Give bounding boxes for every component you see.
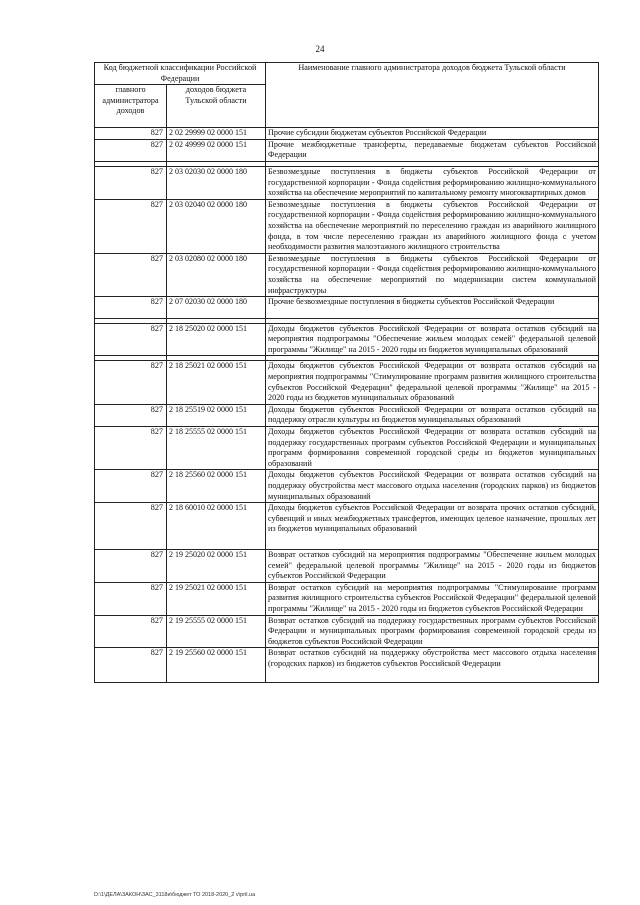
cell-name: Возврат остатков субсидий на мероприятия подпрограммы "Стимулирование программ развития жилищного строительства субъектов Российской Федерации" федеральной целевой программы "Жилище" на 2015 - 2020 годы из бюджетов субъектов Российской Федерации (266, 582, 599, 615)
cell-admin: 827 (95, 404, 167, 426)
table-row (95, 427, 599, 470)
table-row (95, 470, 599, 503)
cell-name: Безвозмездные поступления в бюджеты субъектов Российской Федерации от государственной корпорации - Фонда содействия реформированию жилищно-коммунального хозяйства на обеспечение мероприятий по переселению граждан из аварийного жилищного фонда, в том числе переселению граждан из аварийного жилищного фонда с учетом необходимости развития малоэтажного жилищного строительства (266, 199, 599, 253)
table-row (95, 166, 599, 199)
cell-code: 2 18 25555 02 0000 151 (167, 427, 266, 470)
cell-admin: 827 (95, 253, 167, 296)
table-row (95, 128, 599, 140)
cell-admin: 827 (95, 427, 167, 470)
table-row (95, 648, 599, 682)
cell-name: Возврат остатков субсидий на поддержку государственных программ субъектов Российской Федерации и муниципальных программ формирования современной городской среды из бюджетов субъектов Российской Федерации (266, 615, 599, 648)
cell-admin: 827 (95, 199, 167, 253)
cell-name: Доходы бюджетов субъектов Российской Федерации от возврата остатков субсидий на поддержку обустройства мест массового отдыха населения (городских парков) из бюджетов муниципальных образований (266, 470, 599, 503)
cell-code: 2 02 49999 02 0000 151 (167, 139, 266, 161)
cell-name: Прочие безвозмездные поступления в бюджеты субъектов Российской Федерации (266, 297, 599, 319)
revenue-classification-table (94, 62, 599, 683)
cell-name: Прочие субсидии бюджетам субъектов Российской Федерации (266, 128, 599, 140)
table-row (95, 199, 599, 253)
table-row (95, 323, 599, 356)
cell-code: 2 19 25020 02 0000 151 (167, 549, 266, 582)
cell-admin: 827 (95, 648, 167, 682)
cell-code: 2 02 29999 02 0000 151 (167, 128, 266, 140)
header-income-col: доходов бюджета Тульской области (167, 85, 266, 128)
cell-code: 2 03 02040 02 0000 180 (167, 199, 266, 253)
cell-admin: 827 (95, 615, 167, 648)
cell-admin: 827 (95, 470, 167, 503)
cell-code: 2 19 25021 02 0000 151 (167, 582, 266, 615)
cell-code: 2 07 02030 02 0000 180 (167, 297, 266, 319)
cell-name: Доходы бюджетов субъектов Российской Федерации от возврата остатков субсидий на поддержку государственных программ субъектов Российской Федерации и муниципальных программ формирования современной городской среды из бюджетов муниципальных образований (266, 427, 599, 470)
table-row (95, 549, 599, 582)
table-row (95, 615, 599, 648)
cell-code: 2 03 02030 02 0000 180 (167, 166, 266, 199)
cell-name: Безвозмездные поступления в бюджеты субъектов Российской Федерации от государственной корпорации - Фонда содействия реформированию жилищно-коммунального хозяйства на обеспечение мероприятий по капитальному ремонту многоквартирных домов (266, 166, 599, 199)
cell-name: Доходы бюджетов субъектов Российской Федерации от возврата прочих остатков субсидий, субвенций и иных межбюджетных трансфертов, имеющих целевое назначение, прошлых лет из бюджетов муниципальных образований (266, 503, 599, 550)
table-row (95, 503, 599, 550)
cell-code: 2 18 60010 02 0000 151 (167, 503, 266, 550)
table-row (95, 297, 599, 319)
table-header-row (95, 63, 599, 85)
cell-name: Безвозмездные поступления в бюджеты субъектов Российской Федерации от государственной корпорации - Фонда содействия реформированию жилищно-коммунального хозяйства на обеспечение мероприятий по модернизации систем коммунальной инфраструктуры (266, 253, 599, 296)
table-row (95, 253, 599, 296)
cell-admin: 827 (95, 361, 167, 404)
cell-admin: 827 (95, 128, 167, 140)
table-row (95, 139, 599, 161)
cell-admin: 827 (95, 503, 167, 550)
header-admin-col: главного администратора доходов (95, 85, 167, 128)
cell-admin: 827 (95, 549, 167, 582)
cell-code: 2 19 25555 02 0000 151 (167, 615, 266, 648)
cell-admin: 827 (95, 297, 167, 319)
cell-name: Доходы бюджетов субъектов Российской Федерации от возврата остатков субсидий на мероприятия подпрограммы "Стимулирование программ развития жилищного строительства субъектов Российской Федерации" федеральной целевой программы "Жилище" на 2015 - 2020 годы из бюджетов муниципальных образований (266, 361, 599, 404)
cell-admin: 827 (95, 582, 167, 615)
cell-admin: 827 (95, 323, 167, 356)
cell-admin: 827 (95, 166, 167, 199)
table-row (95, 361, 599, 404)
table-row (95, 404, 599, 426)
header-code-group: Код бюджетной классификации Российской Федерации (95, 63, 266, 85)
cell-code: 2 19 25560 02 0000 151 (167, 648, 266, 682)
cell-name: Доходы бюджетов субъектов Российской Федерации от возврата остатков субсидий на поддержку отрасли культуры из бюджетов муниципальных образований (266, 404, 599, 426)
page-number: 24 (315, 44, 325, 54)
cell-code: 2 18 25020 02 0000 151 (167, 323, 266, 356)
table-row (95, 582, 599, 615)
cell-name: Возврат остатков субсидий на поддержку обустройства мест массового отдыха населения (городских парков) из бюджетов субъектов Российской Федерации (266, 648, 599, 682)
cell-code: 2 18 25560 02 0000 151 (167, 470, 266, 503)
cell-name: Доходы бюджетов субъектов Российской Федерации от возврата остатков субсидий на мероприятия подпрограммы "Обеспечение жильем молодых семей" федеральной целевой программы "Жилище" на 2015 - 2020 годы из бюджетов муниципальных образований (266, 323, 599, 356)
cell-admin: 827 (95, 139, 167, 161)
header-name-col: Наименование главного администратора доходов бюджета Тульской области (266, 63, 599, 128)
cell-code: 2 18 25021 02 0000 151 (167, 361, 266, 404)
footer-file-path: D:\1\ДЕЛА\ЗАКОН\ЗАС_3118и\бюджет ТО 2018-2020_2 v\pril.ua (94, 892, 256, 898)
cell-name: Прочие межбюджетные трансферты, передаваемые бюджетам субъектов Российской Федерации (266, 139, 599, 161)
cell-name: Возврат остатков субсидий на мероприятия подпрограммы "Обеспечение жильем молодых семей" федеральной целевой программы "Жилище" на 2015 - 2020 годы из бюджетов субъектов Российской Федерации (266, 549, 599, 582)
cell-code: 2 03 02080 02 0000 180 (167, 253, 266, 296)
cell-code: 2 18 25519 02 0000 151 (167, 404, 266, 426)
